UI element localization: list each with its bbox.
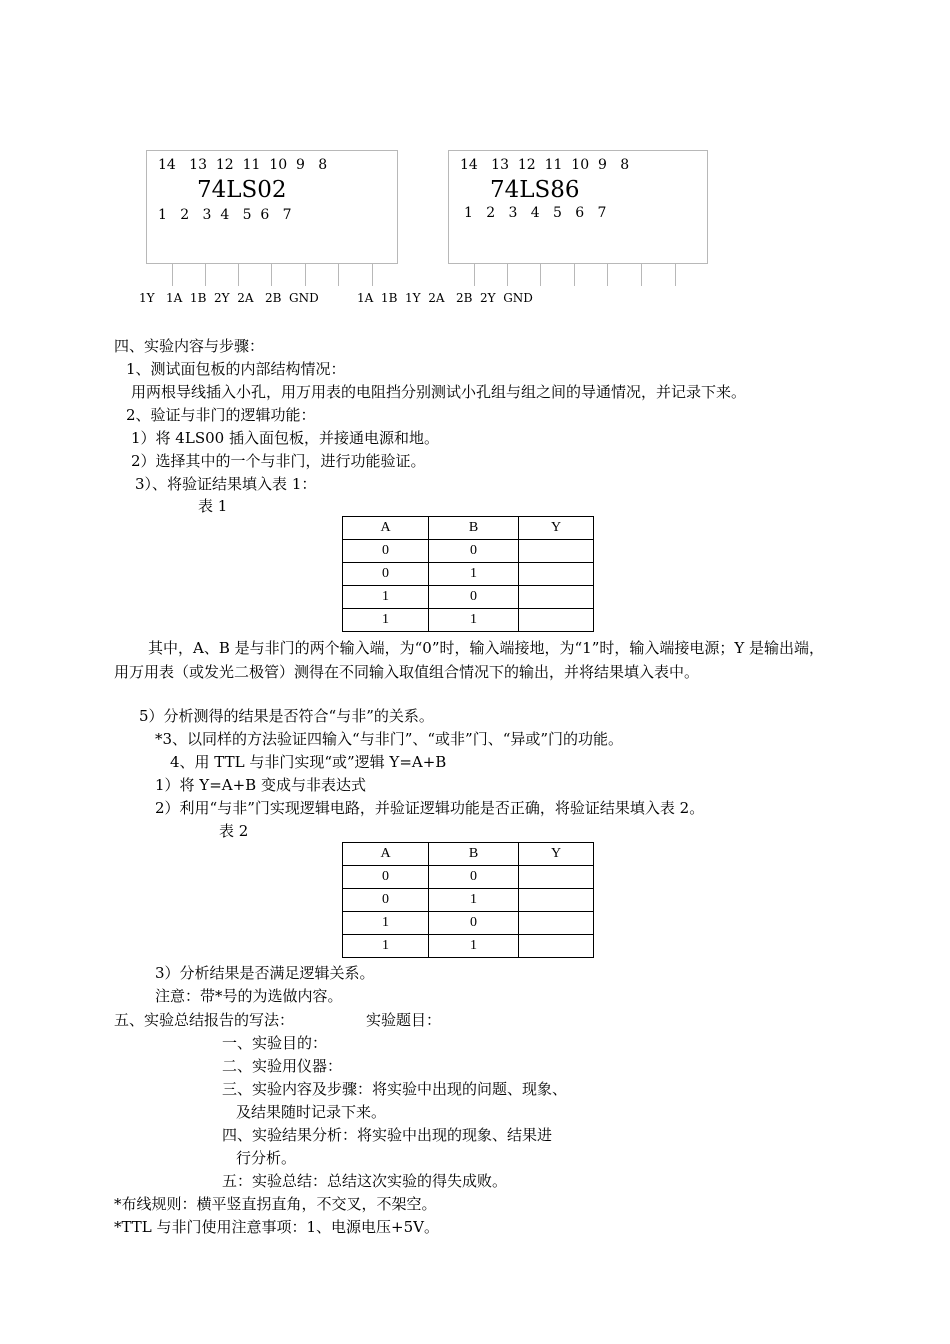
pin-leg <box>507 264 508 286</box>
truth-table-2 <box>342 842 594 958</box>
table-cell: 1 <box>343 609 429 632</box>
table-cell-empty[interactable] <box>519 889 594 912</box>
pin-leg <box>205 264 206 286</box>
table-cell-empty[interactable] <box>519 586 594 609</box>
table-cell: 0 <box>343 540 429 563</box>
section5-item: 二、实验用仪器： <box>222 1057 343 1075</box>
table-cell: 0 <box>429 912 519 935</box>
section5-item-continued: 及结果随时记录下来。 <box>236 1103 387 1121</box>
table-cell: 0 <box>429 586 519 609</box>
table-cell: 0 <box>343 866 429 889</box>
table-cell: 1 <box>343 935 429 958</box>
table-header-cell: Y <box>519 843 594 866</box>
section4-step2: 2）选择其中的一个与非门，进行功能验证。 <box>131 452 426 470</box>
table-cell: 1 <box>429 609 519 632</box>
section4-heading: 四、实验内容与步骤： <box>114 337 265 355</box>
table-cell-empty[interactable] <box>519 609 594 632</box>
table-row <box>343 912 594 935</box>
table-cell: 1 <box>343 912 429 935</box>
table2-caption: 表 2 <box>219 822 249 840</box>
table-cell-empty[interactable] <box>519 866 594 889</box>
table-header-row <box>343 517 594 540</box>
pin-leg <box>172 264 173 286</box>
section5-item: 三、实验内容及步骤：将实验中出现的问题、现象、 <box>222 1080 568 1098</box>
table-header-cell: A <box>343 517 429 540</box>
chip-name: 74LS86 <box>490 177 580 203</box>
table-header-cell: A <box>343 843 429 866</box>
chip-bottom-pin-numbers: 1 2 3 4 5 6 7 <box>158 207 292 223</box>
pin-leg <box>607 264 608 286</box>
section4-step1: 1）将 4LS00 插入面包板，并接通电源和地。 <box>131 429 439 447</box>
table-cell-empty[interactable] <box>519 563 594 586</box>
pin-leg <box>238 264 239 286</box>
ttl-note: *TTL 与非门使用注意事项：1、电源电压+5V。 <box>114 1218 440 1236</box>
table-cell: 1 <box>429 935 519 958</box>
table-cell: 0 <box>343 563 429 586</box>
pin-leg <box>338 264 339 286</box>
pin-leg <box>305 264 306 286</box>
chip-74ls86 <box>448 150 708 264</box>
table-cell: 0 <box>429 540 519 563</box>
table-header-cell: Y <box>519 517 594 540</box>
table-header-row <box>343 843 594 866</box>
table-cell: 1 <box>429 889 519 912</box>
section4-item1-text: 用两根导线插入小孔，用万用表的电阻挡分别测试小孔组与组之间的导通情况，并记录下来。 <box>131 383 747 401</box>
section4-step3: 3）、将验证结果填入表 1： <box>135 475 317 493</box>
section5-heading: 五、实验总结报告的写法： <box>114 1011 295 1029</box>
section5-item: 五：实验总结：总结这次实验的得失成败。 <box>222 1172 508 1190</box>
section4-item4-step2: 2）利用“与非”门实现逻辑电路，并验证逻辑功能是否正确，将验证结果填入表 2。 <box>155 799 705 817</box>
chip-pin-labels: 1A 1B 1Y 2A 2B 2Y GND <box>357 291 533 305</box>
pin-leg <box>271 264 272 286</box>
table1-caption: 表 1 <box>198 497 228 515</box>
wiring-rule: *布线规则：横平竖直拐直角，不交叉，不架空。 <box>114 1195 437 1213</box>
section4-step5: 5）分析测得的结果是否符合“与非”的关系。 <box>139 707 434 725</box>
table-cell: 0 <box>429 866 519 889</box>
pin-leg <box>372 264 373 286</box>
table-cell: 0 <box>343 889 429 912</box>
table-cell-empty[interactable] <box>519 912 594 935</box>
section5-subtitle: 实验题目： <box>366 1011 442 1029</box>
pin-leg <box>474 264 475 286</box>
table-row <box>343 866 594 889</box>
pin-leg <box>675 264 676 286</box>
section5-item-continued: 行分析。 <box>236 1149 297 1167</box>
section5-item: 四、实验结果分析：将实验中出现的现象、结果进 <box>222 1126 553 1144</box>
section5-item: 一、实验目的： <box>222 1034 328 1052</box>
table-cell-empty[interactable] <box>519 935 594 958</box>
table-cell-empty[interactable] <box>519 540 594 563</box>
chip-74ls02 <box>146 150 398 264</box>
table-header-cell: B <box>429 517 519 540</box>
table-header-cell: B <box>429 843 519 866</box>
table-row <box>343 609 594 632</box>
pin-leg <box>540 264 541 286</box>
table-row <box>343 889 594 912</box>
table-cell: 1 <box>343 586 429 609</box>
chip-bottom-pin-numbers: 1 2 3 4 5 6 7 <box>464 205 607 221</box>
chip-name: 74LS02 <box>197 177 287 203</box>
chip-pin-labels: 1Y 1A 1B 2Y 2A 2B GND <box>139 291 319 305</box>
section4-item1: 1、测试面包板的内部结构情况： <box>126 360 346 378</box>
truth-table-1 <box>342 516 594 632</box>
chip-top-pin-numbers: 14 13 12 11 10 9 8 <box>460 157 630 173</box>
table-row <box>343 586 594 609</box>
section4-item4-step1: 1）将 Y=A+B 变成与非表达式 <box>155 776 366 794</box>
section4-item4: 4、用 TTL 与非门实现“或”逻辑 Y=A+B <box>170 753 447 771</box>
table-row <box>343 935 594 958</box>
section4-item3: *3、以同样的方法验证四输入“与非门”、“或非”门、“异或”门的功能。 <box>155 730 624 748</box>
section4-item4-step3: 3）分析结果是否满足逻辑关系。 <box>155 964 375 982</box>
section4-note: 注意：带*号的为选做内容。 <box>155 987 343 1005</box>
table-cell: 1 <box>429 563 519 586</box>
chip-top-pin-numbers: 14 13 12 11 10 9 8 <box>158 157 328 173</box>
section4-item2: 2、验证与非门的逻辑功能： <box>126 406 316 424</box>
pin-leg <box>641 264 642 286</box>
table-row <box>343 563 594 586</box>
table-row <box>343 540 594 563</box>
pin-leg <box>574 264 575 286</box>
section4-paragraph: 其中，A、B 是与非门的两个输入端，为“0”时，输入端接地，为“1”时，输入端接电源；Y 是输出端，用万用表（或发光二极管）测得在不同输入取值组合情况下的输出，并将结果填入表中。 <box>114 639 825 681</box>
